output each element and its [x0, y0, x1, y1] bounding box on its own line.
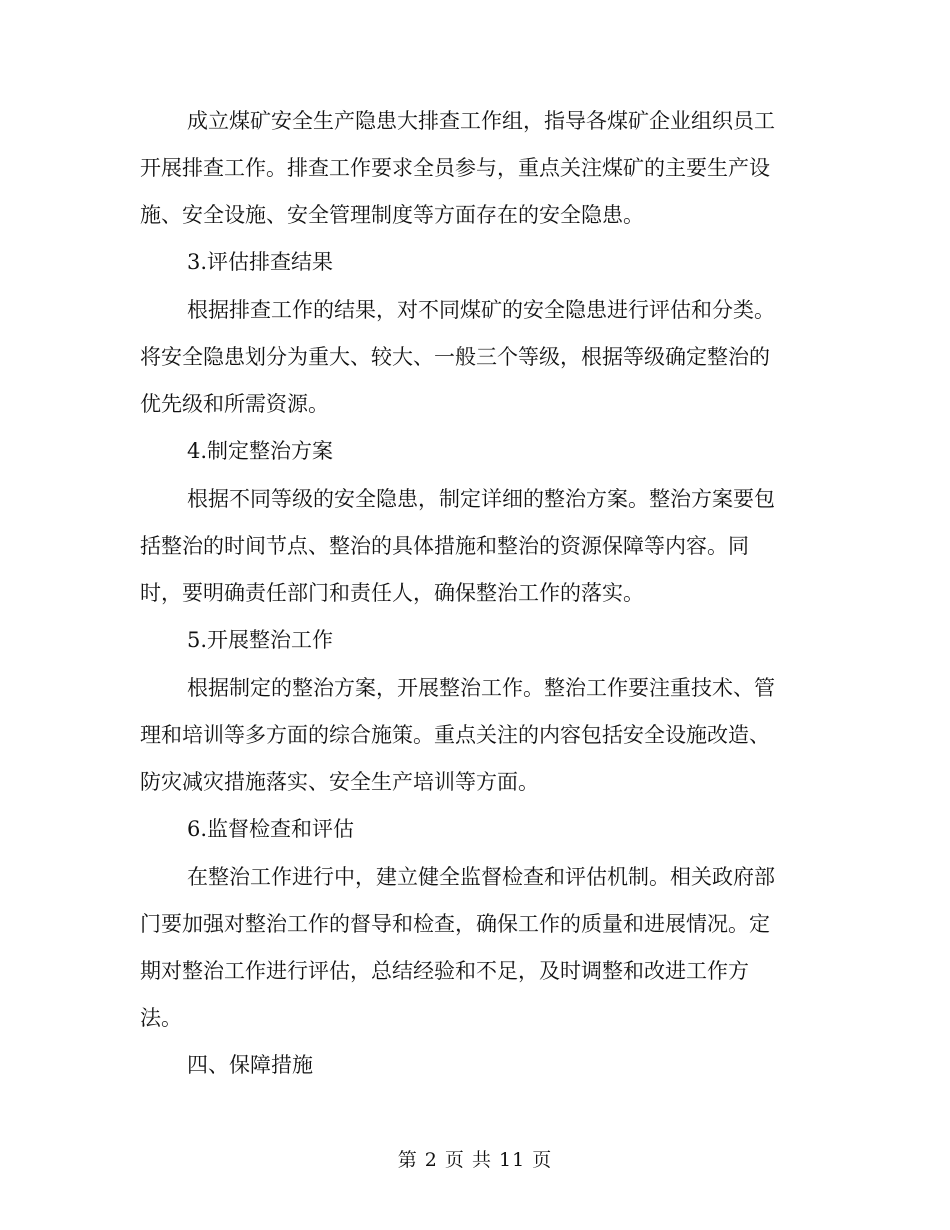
paragraph-line: 防灾减灾措施落实、安全生产培训等方面。	[140, 770, 539, 794]
paragraph-line: 优先级和所需资源。	[140, 392, 329, 416]
paragraph-line: 在整治工作进行中，建立健全监督检查和评估机制。相关政府部	[187, 865, 775, 889]
paragraph-line: 施、安全设施、安全管理制度等方面存在的安全隐患。	[140, 203, 644, 227]
paragraph-line: 根据排查工作的结果，对不同煤矿的安全隐患进行评估和分类。	[187, 298, 775, 322]
paragraph-line: 括整治的时间节点、整治的具体措施和整治的资源保障等内容。同	[140, 534, 749, 558]
section-heading: 5.开展整治工作	[187, 628, 334, 652]
section-heading: 四、保障措施	[187, 1053, 313, 1077]
paragraph-line: 根据制定的整治方案，开展整治工作。整治工作要注重技术、管	[187, 676, 775, 700]
paragraph-line: 法。	[140, 1006, 182, 1030]
paragraph-line: 开展排查工作。排查工作要求全员参与，重点关注煤矿的主要生产设	[140, 156, 770, 180]
paragraph-line: 根据不同等级的安全隐患，制定详细的整治方案。整治方案要包	[187, 487, 775, 511]
paragraph-line: 成立煤矿安全生产隐患大排查工作组，指导各煤矿企业组织员工	[187, 109, 775, 133]
section-heading: 3.评估排查结果	[187, 250, 334, 274]
document-body	[140, 98, 800, 1090]
page-number-footer: 第 2 页 共 11 页	[397, 1149, 553, 1171]
paragraph-line: 期对整治工作进行评估，总结经验和不足，及时调整和改进工作方	[140, 959, 749, 983]
section-heading: 6.监督检查和评估	[187, 817, 355, 841]
section-heading: 4.制定整治方案	[187, 439, 334, 463]
paragraph-line: 理和培训等多方面的综合施策。重点关注的内容包括安全设施改造、	[140, 723, 770, 747]
paragraph-line: 将安全隐患划分为重大、较大、一般三个等级，根据等级确定整治的	[140, 345, 770, 369]
paragraph-line: 门要加强对整治工作的督导和检查，确保工作的质量和进展情况。定	[140, 912, 770, 936]
paragraph-line: 时，要明确责任部门和责任人，确保整治工作的落实。	[140, 581, 644, 605]
